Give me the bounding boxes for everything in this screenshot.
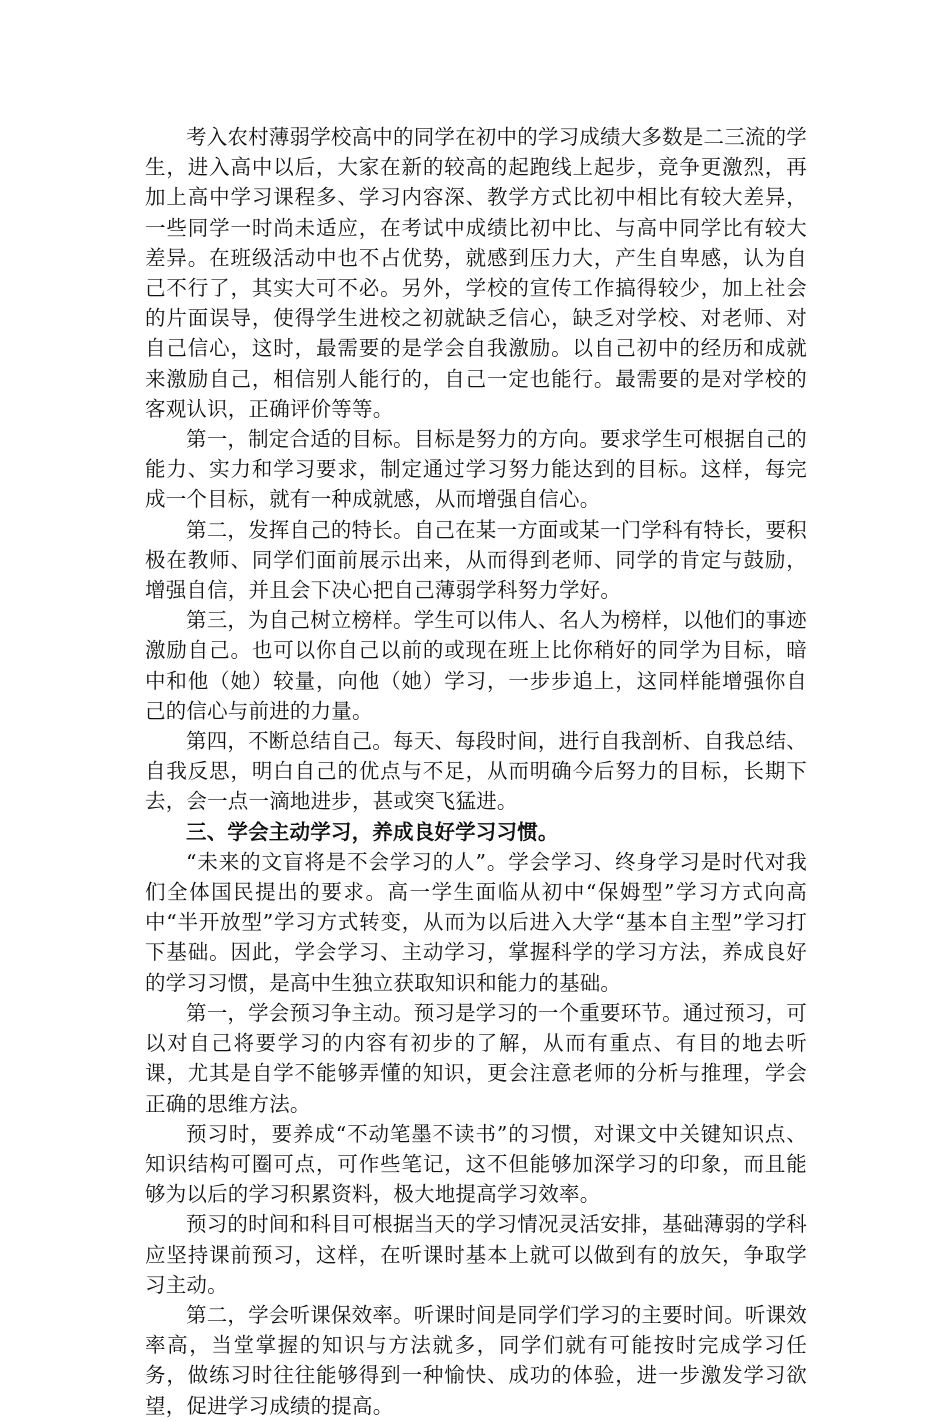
section-heading: 三、学会主动学习，养成良好学习习惯。 [186,819,559,844]
paragraph-preview-schedule: 预习的时间和科目可根据当天的学习情况灵活安排，基础薄弱的学科应坚持课前预习，这样，在听课时基本上就可以做到有的放矢，争取学习主动。 [145,1212,807,1297]
paragraph-preview-notes: 预习时，要养成“不动笔墨不读书”的习惯，对课文中关键知识点、知识结构可圈可点，可作些笔记，这不但能够加深学习的印象，而且能够为以后的学习积累资料，极大地提高学习效率。 [145,1121,807,1207]
document-body [145,122,807,1421]
paragraph-point-one-preview: 第一，学会预习争主动。预习是学习的一个重要环节。通过预习，可以对自己将要学习的内容有初步的了解，从而有重点、有目的地去听课，尤其是自学不能够弄懂的知识，更会注意老师的分析与推理，学会正确的思维方法。 [145,1000,807,1116]
paragraph-point-two-listening: 第二，学会听课保效率。听课时间是同学们学习的主要时间。听课效率高，当堂掌握的知识与方法就多，同学们就有可能按时完成学习任务，做练习时往往能够得到一种愉快、成功的体验，进一步激发学习欲望，促进学习成绩的提高。 [145,1302,807,1418]
paragraph-point-three-role-models: 第三，为自己树立榜样。学生可以伟人、名人为榜样，以他们的事迹激励自己。也可以你自己以前的或现在班上比你稍好的同学为目标，暗中和他（她）较量，向他（她）学习，一步步追上，这同样能增强你自己的信心与前进的力量。 [145,608,807,723]
paragraph-point-one-goals: 第一，制定合适的目标。目标是努力的方向。要求学生可根据自己的能力、实力和学习要求，制定通过学习努力能达到的目标。这样，每完成一个目标，就有一种成就感，从而增强自信心。 [145,427,807,512]
paragraph-point-four-reflection: 第四，不断总结自己。每天、每段时间，进行自我剖析、自我总结、自我反思，明白自己的优点与不足，从而明确今后努力的目标，长期下去，会一点一滴地进步，甚或突飞猛进。 [145,729,807,814]
paragraph-self-encouragement: 考入农村薄弱学校高中的同学在初中的学习成绩大多数是二三流的学生，进入高中以后，大家在新的较高的起跑线上起步，竞争更激烈，再加上高中学习课程多、学习内容深、教学方式比初中相比有较大差异，一些同学一时尚未适应，在考试中成绩比初中比、与高中同学比有较大差异。在班级活动中也不占优势，就感到压力大，产生自卑感，认为自己不行了，其实大可不必。另外，学校的宣传工作搞得较少，加上社会的片面误导，使得学生进校之初就缺乏信心，缺乏对学校、对老师、对自己信心，这时，最需要的是学会自我激励。以自己初中的经历和成就来激励自己，相信别人能行的，自己一定也能行。最需要的是对学校的客观认识，正确评价等等。 [145,125,807,421]
paragraph-active-learning-intro: “未来的文盲将是不会学习的人”。学会学习、终身学习是时代对我们全体国民提出的要求。高一学生面临从初中“保姆型”学习方式向高中“半开放型”学习方式转变，从而为以后进入大学“基本自主型”学习打下基础。因此，学会学习、主动学习，掌握科学的学习方法，养成良好的学习习惯，是高中生独立获取知识和能力的基础。 [145,849,807,995]
paragraph-point-two-strengths: 第二，发挥自己的特长。自己在某一方面或某一门学科有特长，要积极在教师、同学们面前展示出来，从而得到老师、同学的肯定与鼓励，增强自信，并且会下决心把自己薄弱学科努力学好。 [145,517,807,603]
